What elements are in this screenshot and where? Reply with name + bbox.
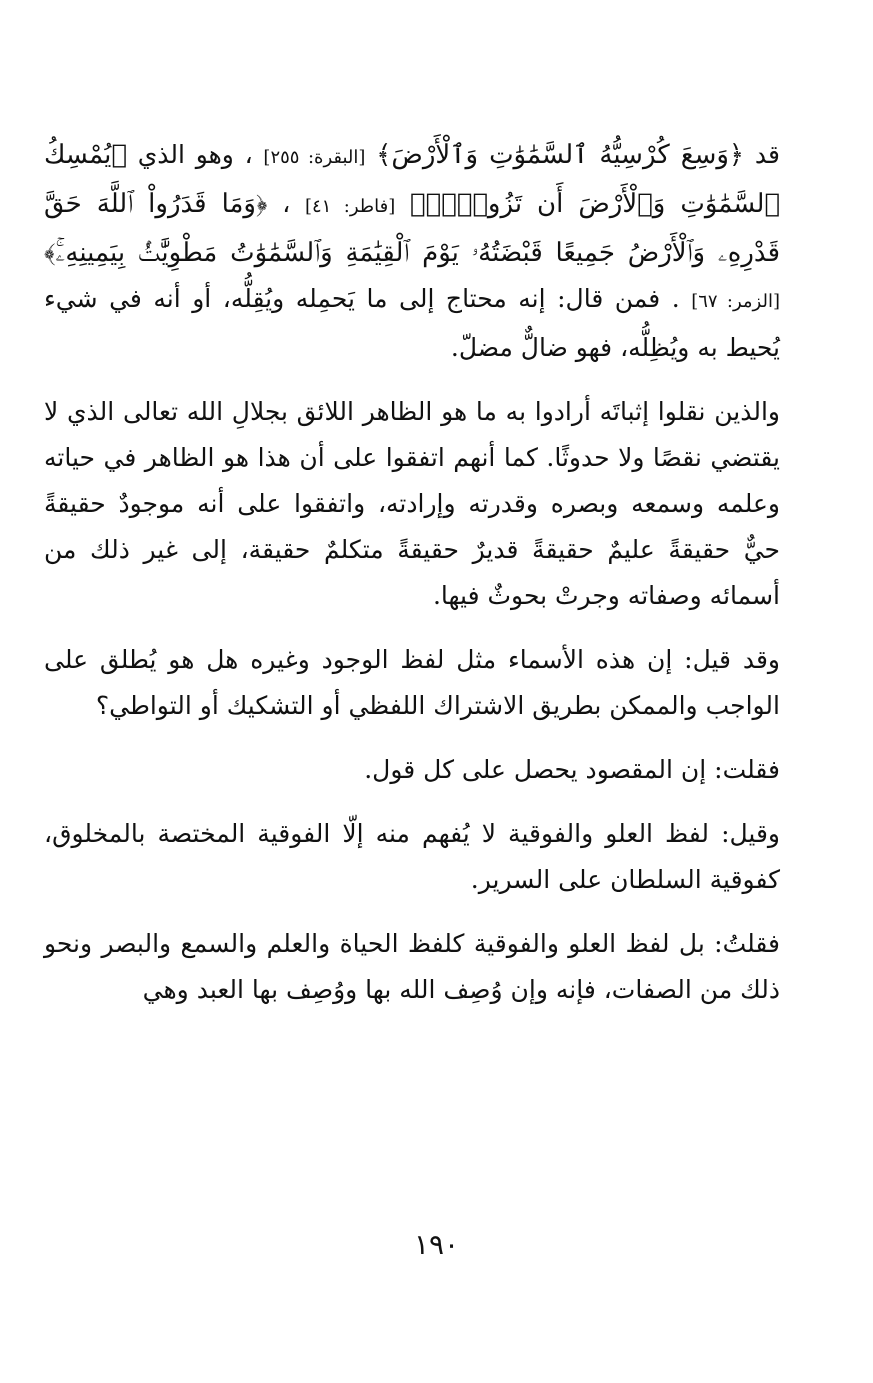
paragraph-1 [44, 132, 780, 371]
paragraph-3 [44, 637, 780, 729]
paragraph-5 [44, 811, 780, 903]
quran-verse: ﴿وَسِعَ كُرْسِيُّهُ ٱلسَّمَٰوَٰتِ وَٱلْأَرْضَ﴾ [376, 140, 745, 170]
quran-verse: ﴿يُمْسِكُ ٱلسَّمَٰوَٰتِ وَٱلْأَرْضَ أَن تَزُولَاۚ﴾ [44, 140, 781, 219]
page-number: ١٩٠ [413, 1228, 460, 1261]
text-segment: وقيل: لفظ العلو والفوقية لا يُفهم منه إلّا الفوقية المختصة بالمخلوق، كفوقية السلطان على السرير. [44, 819, 780, 894]
paragraph-6 [44, 921, 780, 1013]
text-segment: والذين نقلوا إثباتَه أرادوا به ما هو الظاهر اللائق بجلالِ الله تعالى الذي لا يقتضي نقصًا ولا حدوثًا. كما أنهم اتفقوا على أن هذا هو الظاهر في حياته وعلمه وسمعه وبصره وقدرته وإرادته، واتفقوا على أنه موجودٌ حقيقةً حيٌّ حقيقةً عليمٌ حقيقةً قديرٌ حقيقةً متكلمٌ حقيقة، إلى غير ذلك من أسمائه وصفاته وجرتْ بحوثٌ فيها. [44, 397, 781, 610]
verse-reference: [الزمر: ٦٧] [691, 291, 780, 312]
paragraph-2 [44, 389, 780, 619]
text-segment: ، وهو الذي [126, 140, 253, 169]
text-segment: فقلتُ: بل لفظ العلو والفوقية كلفظ الحياة والعلم والسمع والبصر ونحو ذلك من الصفات، فإنه وإن وُصِف الله بها ووُصِف بها العبد وهي [44, 929, 780, 1004]
quran-verse: ﴿وَمَا قَدَرُواْ ٱللَّهَ حَقَّ قَدْرِهِۦ وَٱلْأَرْضُ جَمِيعًا قَبْضَتُهُۥ يَوْمَ ٱلْقِيَٰمَةِ وَٱلسَّمَٰوَٰتُ مَطْوِيَّٰتُۢ بِيَمِينِهِۦۚ﴾ [44, 189, 780, 268]
text-segment: ، [267, 189, 291, 218]
text-segment: . فمن قال: إنه محتاج إلى ما يَحمِله ويُقِلُّه، أو أنه في شيء يُحيط به ويُظِلُّه، فهو ضالٌّ مضلّ. [44, 284, 780, 362]
paragraph-4 [44, 747, 780, 793]
text-segment: قد [744, 140, 780, 169]
verse-reference: [البقرة: ٢٥٥] [263, 147, 366, 168]
page-body [44, 132, 780, 1031]
text-segment: فقلت: إن المقصود يحصل على كل قول. [364, 755, 780, 784]
verse-reference: [فاطر: ٤١] [304, 196, 396, 217]
text-segment: وقد قيل: إن هذه الأسماء مثل لفظ الوجود وغيره هل هو يُطلق على الواجب والممكن بطريق الاشتراك اللفظي أو التشكيك أو التواطي؟ [44, 645, 780, 720]
